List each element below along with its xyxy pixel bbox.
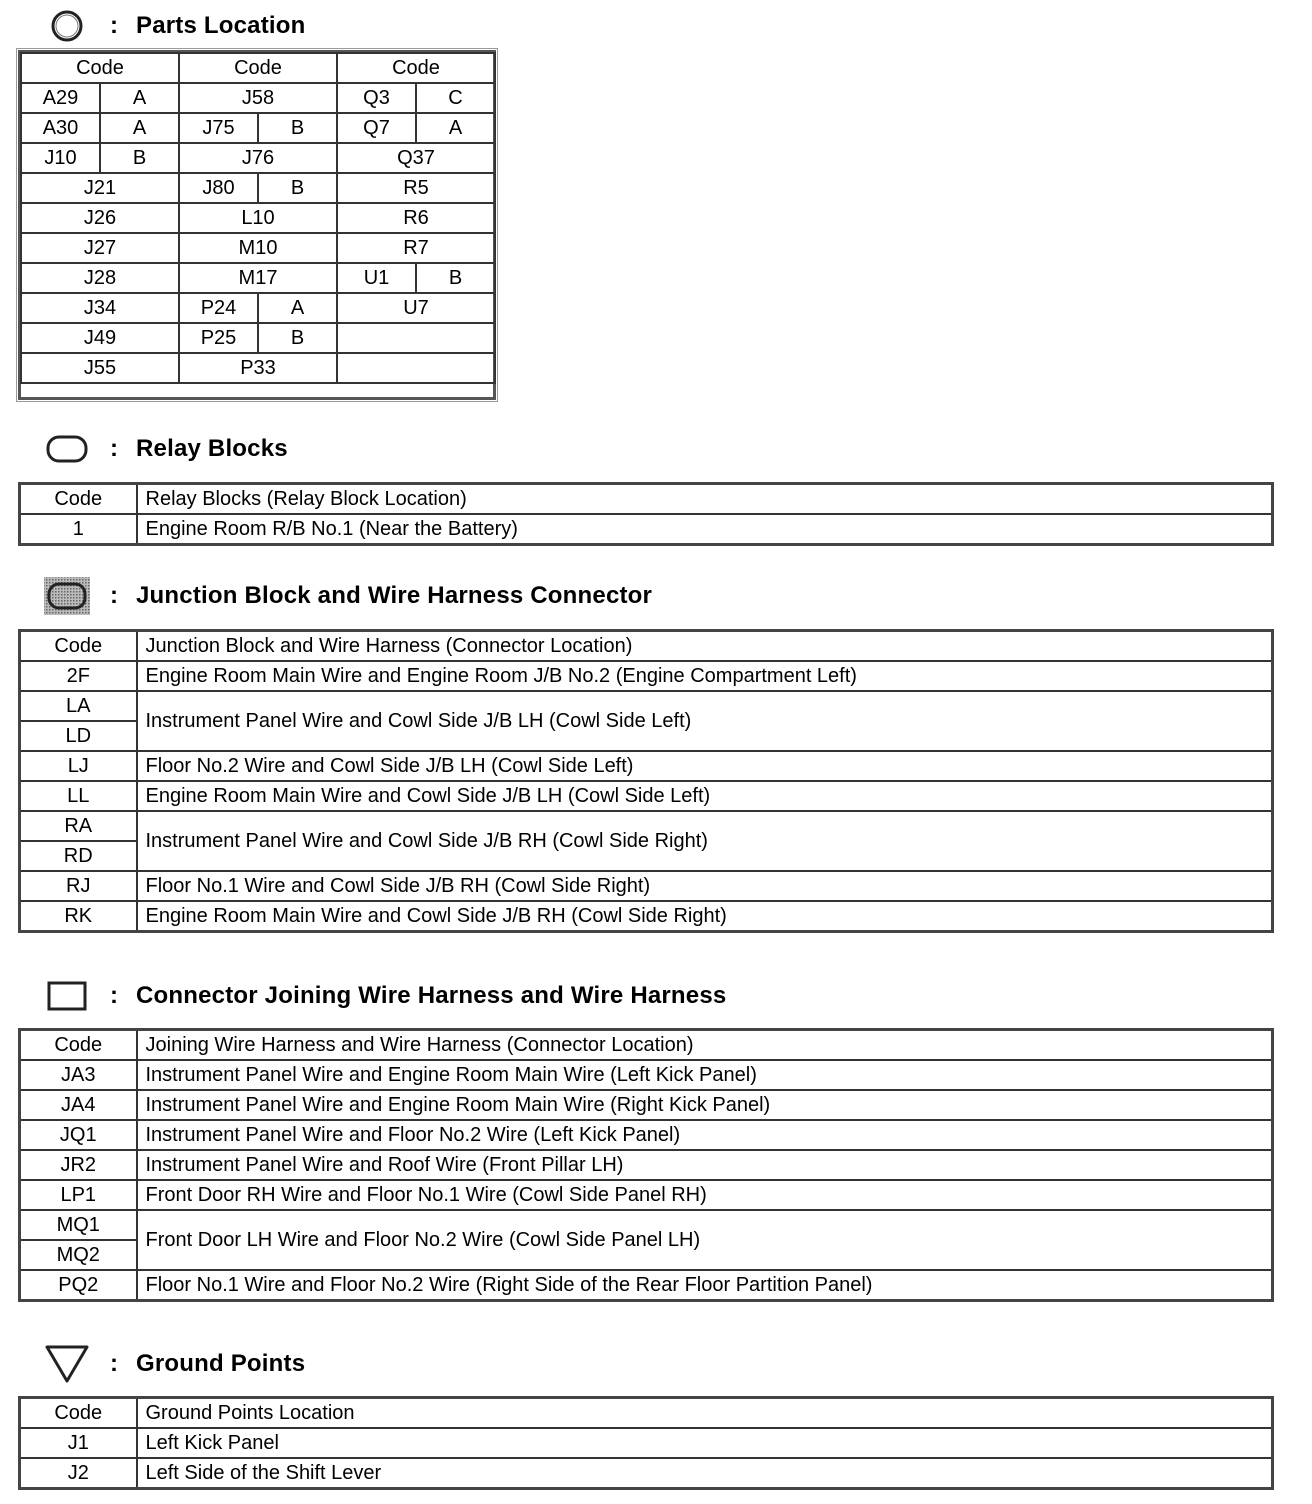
- section-colon: :: [110, 982, 118, 1009]
- row-description: Floor No.1 Wire and Cowl Side J/B RH (Cowl Side Right): [137, 871, 1273, 901]
- row-code: JA3: [20, 1060, 137, 1090]
- column-header: Code: [179, 53, 337, 83]
- table-row: [20, 811, 1273, 841]
- code-column-header: Code: [20, 1398, 137, 1429]
- row-code: PQ2: [20, 1270, 137, 1301]
- row-code: MQ2: [20, 1240, 137, 1270]
- description-column-header: Relay Blocks (Relay Block Location): [137, 484, 1273, 515]
- part-location-letter: A: [258, 293, 337, 323]
- table-row: [20, 1120, 1273, 1150]
- ground-points-table: [18, 1396, 1274, 1490]
- row-description: Front Door RH Wire and Floor No.1 Wire (Cowl Side Panel RH): [137, 1180, 1273, 1210]
- section-colon: :: [110, 1350, 118, 1377]
- table-row: [21, 83, 495, 113]
- junction-block-table: [18, 629, 1274, 933]
- part-location-letter: C: [416, 83, 495, 113]
- table-header-row: [20, 631, 1273, 662]
- part-code: J26: [21, 203, 179, 233]
- table-row: [21, 233, 495, 263]
- row-code: LA: [20, 691, 137, 721]
- part-code: Q37: [337, 143, 495, 173]
- row-description: Instrument Panel Wire and Roof Wire (Front Pillar LH): [137, 1150, 1273, 1180]
- table-header-row: [20, 1030, 1273, 1061]
- part-code: U7: [337, 293, 495, 323]
- table-row: [21, 143, 495, 173]
- part-location-letter: B: [258, 323, 337, 353]
- junction-block-header: [42, 574, 652, 618]
- table-row: [21, 173, 495, 203]
- row-code: LL: [20, 781, 137, 811]
- row-code: RA: [20, 811, 137, 841]
- table-row: [21, 263, 495, 293]
- table-row: [21, 353, 495, 383]
- code-column-header: Code: [20, 484, 137, 515]
- circle-symbol-icon: [42, 6, 92, 46]
- row-code: RJ: [20, 871, 137, 901]
- column-header: Code: [337, 53, 495, 83]
- row-code: MQ1: [20, 1210, 137, 1240]
- table-row: [20, 781, 1273, 811]
- row-code: RD: [20, 841, 137, 871]
- part-code: A29: [21, 83, 100, 113]
- table-row: [20, 1090, 1273, 1120]
- part-code: J80: [179, 173, 258, 203]
- joining-connector-table: [18, 1028, 1274, 1302]
- column-header: Code: [21, 53, 179, 83]
- table-row: [20, 1210, 1273, 1240]
- table-row: [21, 323, 495, 353]
- section-title: Relay Blocks: [136, 435, 288, 462]
- row-description: Left Side of the Shift Lever: [137, 1458, 1273, 1489]
- row-description: Engine Room R/B No.1 (Near the Battery): [137, 514, 1273, 545]
- row-code: RK: [20, 901, 137, 932]
- parts-location-table: [20, 52, 496, 384]
- row-code: LP1: [20, 1180, 137, 1210]
- table-row: [20, 514, 1273, 545]
- table-row: [21, 203, 495, 233]
- part-code: J49: [21, 323, 179, 353]
- row-code: JA4: [20, 1090, 137, 1120]
- junction-table-body: [20, 631, 1273, 932]
- relay-table-body: [20, 484, 1273, 545]
- table-row: [20, 1180, 1273, 1210]
- part-location-letter: A: [100, 113, 179, 143]
- table-row: [20, 1458, 1273, 1489]
- part-code: J27: [21, 233, 179, 263]
- part-location-letter: A: [100, 83, 179, 113]
- row-description: Front Door LH Wire and Floor No.2 Wire (Cowl Side Panel LH): [137, 1210, 1273, 1270]
- row-description: Floor No.2 Wire and Cowl Side J/B LH (Cowl Side Left): [137, 751, 1273, 781]
- part-location-letter: A: [416, 113, 495, 143]
- description-column-header: Ground Points Location: [137, 1398, 1273, 1429]
- joining-connector-header: [42, 974, 726, 1018]
- part-code: [337, 323, 495, 353]
- part-code: [337, 353, 495, 383]
- table-row: [20, 871, 1273, 901]
- part-location-letter: B: [100, 143, 179, 173]
- part-code: Q3: [337, 83, 416, 113]
- table-row: [20, 1150, 1273, 1180]
- row-description: Engine Room Main Wire and Cowl Side J/B LH (Cowl Side Left): [137, 781, 1273, 811]
- section-title: Connector Joining Wire Harness and Wire Harness: [136, 982, 727, 1009]
- section-title: Parts Location: [136, 12, 306, 39]
- table-row: [20, 1428, 1273, 1458]
- ground-table-body: [20, 1398, 1273, 1489]
- part-code: M10: [179, 233, 337, 263]
- table-header-row: [20, 1398, 1273, 1429]
- relay-blocks-header: [42, 427, 288, 471]
- description-column-header: Junction Block and Wire Harness (Connector Location): [137, 631, 1273, 662]
- table-row: [20, 1270, 1273, 1301]
- part-code: Q7: [337, 113, 416, 143]
- part-code: J34: [21, 293, 179, 323]
- row-description: Engine Room Main Wire and Engine Room J/B No.2 (Engine Compartment Left): [137, 661, 1273, 691]
- table-row: [21, 113, 495, 143]
- row-code: JR2: [20, 1150, 137, 1180]
- joining-table-body: [20, 1030, 1273, 1301]
- row-code: 1: [20, 514, 137, 545]
- code-column-header: Code: [20, 1030, 137, 1061]
- part-code: J28: [21, 263, 179, 293]
- part-code: L10: [179, 203, 337, 233]
- part-code: J55: [21, 353, 179, 383]
- table-row: [21, 293, 495, 323]
- table-row: [20, 1060, 1273, 1090]
- row-code: LD: [20, 721, 137, 751]
- part-code: P33: [179, 353, 337, 383]
- part-code: P25: [179, 323, 258, 353]
- section-title: Junction Block and Wire Harness Connector: [136, 582, 653, 609]
- section-colon: :: [110, 435, 118, 462]
- part-code: R6: [337, 203, 495, 233]
- row-code: LJ: [20, 751, 137, 781]
- part-code: J21: [21, 173, 179, 203]
- part-code: U1: [337, 263, 416, 293]
- section-colon: :: [110, 582, 118, 609]
- row-description: Instrument Panel Wire and Engine Room Main Wire (Right Kick Panel): [137, 1090, 1273, 1120]
- part-code: J10: [21, 143, 100, 173]
- part-location-letter: B: [416, 263, 495, 293]
- table-header-row: [20, 484, 1273, 515]
- part-location-letter: B: [258, 113, 337, 143]
- shaded-rounded-rectangle-symbol-icon: [42, 576, 92, 616]
- row-code: 2F: [20, 661, 137, 691]
- row-description: Engine Room Main Wire and Cowl Side J/B RH (Cowl Side Right): [137, 901, 1273, 932]
- row-description: Instrument Panel Wire and Cowl Side J/B LH (Cowl Side Left): [137, 691, 1273, 751]
- ground-points-header: [42, 1342, 305, 1386]
- row-description: Floor No.1 Wire and Floor No.2 Wire (Right Side of the Rear Floor Partition Panel): [137, 1270, 1273, 1301]
- code-column-header: Code: [20, 631, 137, 662]
- triangle-symbol-icon: [42, 1344, 92, 1384]
- part-code: P24: [179, 293, 258, 323]
- row-code: JQ1: [20, 1120, 137, 1150]
- row-description: Instrument Panel Wire and Engine Room Main Wire (Left Kick Panel): [137, 1060, 1273, 1090]
- row-description: Left Kick Panel: [137, 1428, 1273, 1458]
- rounded-rectangle-symbol-icon: [42, 429, 92, 469]
- parts-location-header: [42, 4, 306, 48]
- part-code: R5: [337, 173, 495, 203]
- part-code: J76: [179, 143, 337, 173]
- part-code: J75: [179, 113, 258, 143]
- table-row: [20, 661, 1273, 691]
- part-location-letter: B: [258, 173, 337, 203]
- relay-blocks-table: [18, 482, 1274, 546]
- table-row: [20, 751, 1273, 781]
- section-title: Ground Points: [136, 1350, 306, 1377]
- table-row: [20, 901, 1273, 932]
- row-code: J1: [20, 1428, 137, 1458]
- part-code: J58: [179, 83, 337, 113]
- row-description: Instrument Panel Wire and Cowl Side J/B RH (Cowl Side Right): [137, 811, 1273, 871]
- parts-table-body: [21, 53, 495, 383]
- row-code: J2: [20, 1458, 137, 1489]
- part-code: M17: [179, 263, 337, 293]
- table-row: [20, 691, 1273, 721]
- square-symbol-icon: [42, 976, 92, 1016]
- section-colon: :: [110, 12, 118, 39]
- table-header-row: [21, 53, 495, 83]
- description-column-header: Joining Wire Harness and Wire Harness (Connector Location): [137, 1030, 1273, 1061]
- row-description: Instrument Panel Wire and Floor No.2 Wire (Left Kick Panel): [137, 1120, 1273, 1150]
- part-code: A30: [21, 113, 100, 143]
- part-code: R7: [337, 233, 495, 263]
